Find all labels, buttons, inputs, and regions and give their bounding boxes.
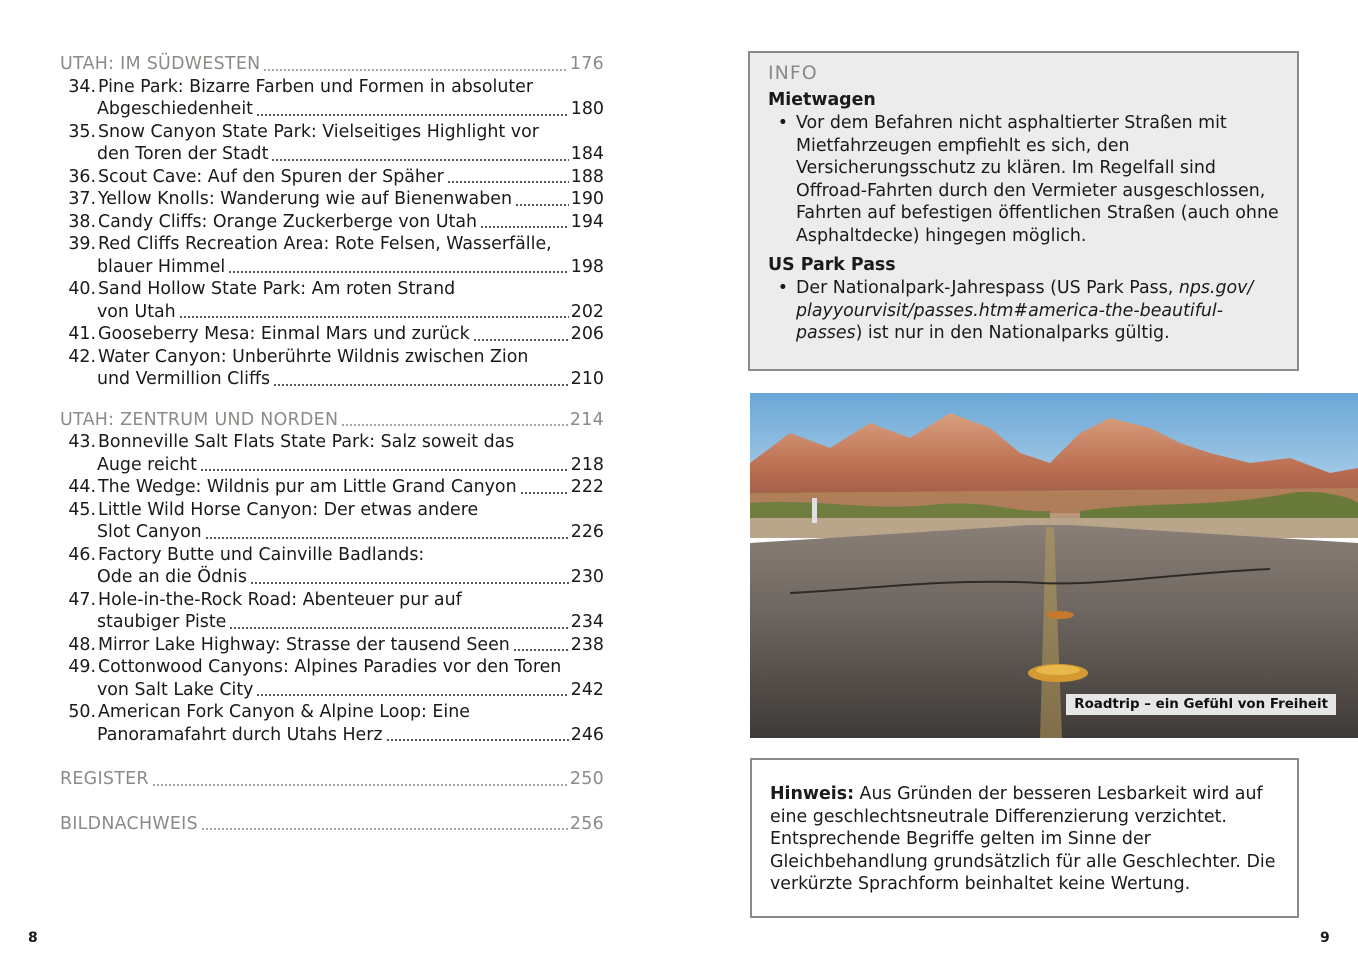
toc-entry-number: 45. (68, 499, 96, 520)
toc-heading-text: UTAH: IM SÜDWESTEN (60, 54, 261, 74)
parkpass-link[interactable]: nps.gov/ playyourvisit/passes.htm#america-the-beautiful-passes (796, 278, 1254, 343)
toc-section (60, 813, 604, 836)
toc-dot-leader (250, 582, 569, 584)
toc-entry-number: 46. (68, 544, 96, 565)
note-text: Aus Gründen der besseren Lesbarkeit wird auf eine geschlechtsneutrale Differenzierung verzichtet. Entsprechende Begriffe gelten im Sinne der Gleichbehandlung grundsätzlich für alle Geschlechter. Die verkürzte Sprachform beinhaltet keine Wertung. (770, 784, 1276, 894)
toc-entry-line[interactable] (60, 323, 604, 346)
toc-entry-number: 37. (68, 189, 96, 209)
road-photo (750, 393, 1358, 738)
toc-entry-number: 38. (68, 211, 96, 232)
toc-dot-leader (520, 492, 569, 494)
toc-entry-title: Panoramafahrt durch Utahs Herz (97, 724, 383, 745)
toc-section-heading[interactable] (60, 768, 604, 791)
toc-page-number: 242 (570, 679, 604, 700)
toc-entry-line[interactable] (60, 301, 604, 324)
road-landscape-illustration (750, 393, 1358, 738)
page-number-right: 9 (1320, 930, 1330, 946)
table-of-contents (60, 53, 604, 835)
toc-entry-title: Water Canyon: Unberührte Wildnis zwischen Zion (98, 346, 529, 367)
toc-entry-line[interactable] (60, 121, 604, 144)
toc-entry-title: Auge reicht (97, 454, 197, 475)
toc-entry-line[interactable] (60, 566, 604, 589)
toc-entry-line[interactable] (60, 454, 604, 477)
toc-page-number: 176 (569, 54, 604, 74)
toc-entry-number: 43. (68, 432, 96, 452)
toc-page-number: 194 (570, 211, 604, 232)
toc-entry-line[interactable] (60, 166, 604, 189)
toc-entry-line[interactable] (60, 499, 604, 522)
toc-page-number: 180 (570, 99, 604, 119)
toc-dot-leader (341, 424, 568, 426)
toc-page-number: 202 (570, 301, 604, 322)
toc-page-number: 206 (570, 324, 604, 344)
toc-entry-title: Little Wild Horse Canyon: Der etwas andere (98, 499, 479, 520)
toc-entry-title: von Utah (97, 301, 176, 322)
parkpass-text-after: ) ist nur in den Nationalparks gültig. (855, 323, 1170, 343)
toc-entry-number: 48. (68, 634, 96, 655)
toc-dot-leader (152, 784, 568, 786)
toc-entry-line[interactable] (60, 521, 604, 544)
toc-section-heading[interactable] (60, 813, 604, 836)
toc-entry-number: 34. (68, 76, 96, 97)
toc-page-number: 188 (570, 166, 604, 187)
toc-section-heading[interactable] (60, 409, 604, 432)
toc-dot-leader (228, 271, 569, 273)
toc-page-number: 226 (570, 522, 604, 542)
toc-dot-leader (480, 226, 569, 228)
toc-dot-leader (515, 204, 569, 206)
toc-entry-number: 44. (68, 477, 96, 497)
toc-entry-title: Factory Butte und Cainville Badlands: (98, 544, 425, 565)
toc-section (60, 768, 604, 791)
toc-entry-title: staubiger Piste (97, 612, 227, 632)
toc-section (60, 409, 604, 747)
info-parkpass-item (768, 277, 1279, 345)
toc-entry-number: 36. (68, 166, 96, 187)
info-mietwagen-text: Vor dem Befahren nicht asphaltierter Straßen mit Mietfahrzeugen empfiehlt es sich, den Versicherungsschutz zu klären. Im Regelfall sind Offroad-Fahrten durch den Vermieter ausgeschlossen, Fahrten auf befestigen öffentlichen Straßen (auch ohne Asphaltdecke) hingegen möglich. (796, 113, 1279, 246)
toc-entry-title: und Vermillion Cliffs (97, 369, 271, 389)
toc-entry-title: Bonneville Salt Flats State Park: Salz soweit das (98, 432, 515, 452)
toc-dot-leader (256, 694, 568, 696)
toc-heading-text: REGISTER (60, 769, 149, 789)
toc-entry-line[interactable] (60, 634, 604, 657)
page-number-left: 8 (28, 930, 38, 946)
toc-entry-title: Sand Hollow State Park: Am roten Strand (98, 279, 456, 299)
toc-entry-number: 50. (68, 702, 96, 722)
toc-heading-text: BILDNACHWEIS (60, 813, 198, 834)
info-parkpass-title: US Park Pass (768, 255, 896, 275)
toc-section (60, 53, 604, 391)
toc-page-number: 184 (570, 144, 604, 164)
toc-entry-line[interactable] (60, 256, 604, 279)
toc-entry-title: blauer Himmel (97, 256, 226, 277)
toc-page-number: 210 (570, 369, 604, 389)
toc-entry-title: Scout Cave: Auf den Spuren der Späher (98, 166, 444, 187)
toc-entry-number: 35. (68, 121, 96, 142)
toc-dot-leader (263, 69, 567, 71)
toc-entry-number: 47. (68, 589, 96, 610)
photo-caption: Roadtrip – ein Gefühl von Freiheit (1066, 694, 1336, 715)
toc-dot-leader (273, 384, 569, 386)
toc-entry-line[interactable] (60, 724, 604, 747)
bullet-icon: • (777, 113, 788, 133)
toc-dot-leader (229, 627, 568, 629)
info-parkpass-text (796, 277, 1279, 345)
toc-entry-line[interactable] (60, 233, 604, 256)
toc-entry-title: Yellow Knolls: Wanderung wie auf Bienenwaben (98, 189, 512, 209)
toc-dot-leader (513, 649, 569, 651)
toc-dot-leader (179, 316, 569, 318)
toc-entry-title: Abgeschiedenheit (97, 99, 253, 119)
toc-dot-leader (447, 181, 569, 183)
toc-entry-title: The Wedge: Wildnis pur am Little Grand Canyon (98, 477, 517, 497)
toc-page-number: 234 (570, 612, 604, 632)
toc-heading-text: UTAH: ZENTRUM UND NORDEN (60, 409, 339, 430)
toc-page-number: 218 (570, 454, 604, 475)
note-box (750, 758, 1299, 918)
toc-entry-line[interactable] (60, 188, 604, 211)
toc-dot-leader (200, 469, 569, 471)
toc-entry-line[interactable] (60, 476, 604, 499)
toc-dot-leader (386, 739, 569, 741)
toc-entry-title: Pine Park: Bizarre Farben und Formen in absoluter (98, 76, 534, 97)
toc-page-number: 214 (569, 409, 604, 430)
toc-entry-line[interactable] (60, 589, 604, 612)
toc-entry-line[interactable] (60, 368, 604, 391)
toc-dot-leader (201, 828, 568, 830)
toc-entry-title: Slot Canyon (97, 522, 202, 542)
toc-entry-title: Ode an die Ödnis (97, 567, 247, 587)
toc-entry-line[interactable] (60, 656, 604, 679)
toc-page-number: 222 (570, 477, 604, 497)
toc-page-number: 190 (570, 189, 604, 209)
parkpass-text-before: Der Nationalpark-Jahrespass (US Park Pass, (796, 278, 1179, 298)
toc-entry-line[interactable] (60, 611, 604, 634)
toc-entry-title: von Salt Lake City (97, 679, 254, 700)
toc-entry-line[interactable] (60, 544, 604, 567)
toc-entry-title: den Toren der Stadt (97, 144, 269, 164)
toc-entry-line[interactable] (60, 679, 604, 702)
toc-page-number: 230 (570, 567, 604, 587)
toc-entry-number: 40. (68, 279, 96, 299)
toc-entry-title: American Fork Canyon & Alpine Loop: Eine (98, 702, 470, 722)
toc-entry-number: 49. (68, 657, 96, 677)
info-box (748, 51, 1299, 371)
toc-entry-title: Candy Cliffs: Orange Zuckerberge von Utah (98, 211, 478, 232)
toc-page-number: 198 (570, 256, 604, 277)
note-label: Hinweis: (770, 784, 855, 804)
toc-dot-leader (205, 537, 569, 539)
info-mietwagen-title: Mietwagen (768, 90, 876, 110)
toc-dot-leader (256, 114, 569, 116)
toc-entry-title: Gooseberry Mesa: Einmal Mars und zurück (98, 324, 470, 344)
toc-entry-title: Mirror Lake Highway: Strasse der tausend Seen (98, 634, 510, 655)
toc-entry-title: Snow Canyon State Park: Vielseitiges Highlight vor (98, 121, 539, 142)
toc-page-number: 256 (569, 813, 604, 834)
bullet-icon: • (777, 278, 788, 298)
toc-page-number: 246 (570, 724, 604, 745)
toc-dot-leader (473, 339, 569, 341)
info-mietwagen-item (768, 112, 1279, 247)
toc-entry-number: 41. (68, 324, 96, 344)
toc-section-heading[interactable] (60, 53, 604, 76)
toc-entry-title: Cottonwood Canyons: Alpines Paradies vor den Toren (98, 657, 562, 677)
toc-entry-number: 42. (68, 346, 96, 367)
toc-page-number: 238 (570, 634, 604, 655)
toc-entry-line[interactable] (60, 143, 604, 166)
toc-entry-line[interactable] (60, 431, 604, 454)
toc-entry-line[interactable] (60, 98, 604, 121)
toc-entry-title: Red Cliffs Recreation Area: Rote Felsen, Wasserfälle, (98, 234, 552, 254)
toc-entry-title: Hole-in-the-Rock Road: Abenteuer pur auf (98, 589, 462, 610)
info-title: INFO (768, 62, 818, 84)
toc-entry-number: 39. (68, 234, 96, 254)
toc-entry-line[interactable] (60, 346, 604, 369)
toc-entry-line[interactable] (60, 211, 604, 234)
toc-entry-line[interactable] (60, 278, 604, 301)
toc-dot-leader (271, 159, 568, 161)
toc-entry-line[interactable] (60, 701, 604, 724)
toc-entry-line[interactable] (60, 76, 604, 99)
toc-page-number: 250 (569, 769, 604, 789)
